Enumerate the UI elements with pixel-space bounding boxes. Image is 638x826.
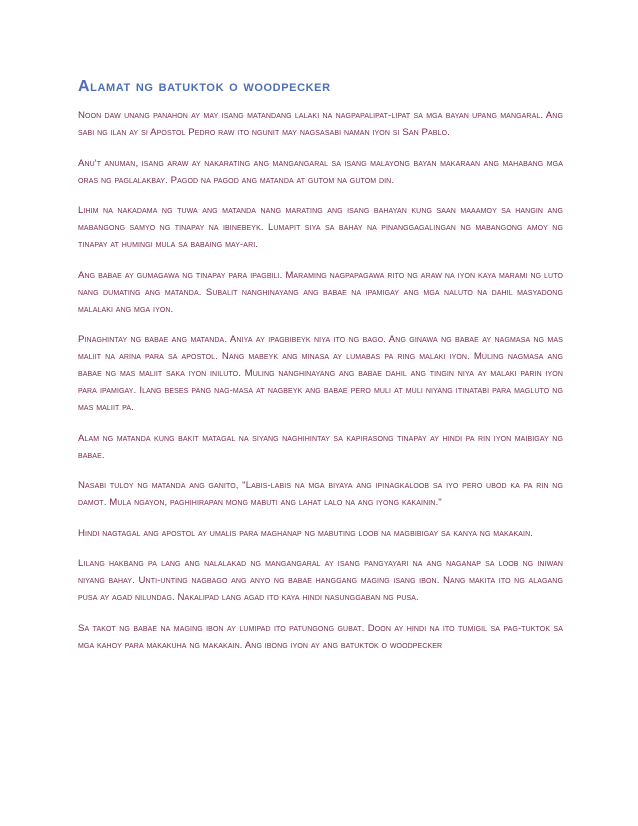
paragraph-3: Lihim na nakadama ng tuwa ang matanda nang marating ang isang bahayan kung saan maaamoy sa hangin ang mabangong samyo ng tinapay na ibinebeyk. Lumapit siya sa bahay na pinanggagalingan ng mabangong amoy ng tinapay at humingi mula sa babaing may-ari. [78, 205, 563, 250]
paragraph-4: Ang babae ay gumagawa ng tinapay para ipagbili. Maraming nagpapagawa rito ng araw na iyon kaya marami ng luto nang dumating ang matanda. Subalit nanghinayang ang babae na ipamigay ang mga naluto na dahil masyadong malalaki ang mga iyon. [78, 269, 563, 315]
page-title: Alamat ng batuktok o woodpecker [78, 78, 331, 95]
paragraph-9: Lilang hakbang pa lang ang nalalakad ng mangangaral ay isang pangyayari na ang naganap sa loob ng iniwan niyang bahay. Unti-unting nagbago ang anyo ng babae hanggang maging isang ibon. Nang makita ito ng alagang pusa ay agad nilundag. Nakalipad lang agad ito kaya hindi nasunggaban ng pusa. [78, 558, 563, 603]
paragraph-8: Hindi nagtagal ang apostol ay umalis para maghanap ng mabuting loob na magbibigay sa kanya ng makakain. [78, 527, 534, 539]
document-page [78, 76, 563, 667]
paragraph-7: Nasabi tuloy ng matanda ang ganito, "Labis-labis na mga biyaya ang ipinagkaloob sa iyo pero ubod ka pa rin ng damot. Mula ngayon, paghihirapan mong mabuti ang lahat lalo na ang iyong kakainin." [78, 480, 563, 508]
paragraph-6: Alam ng matanda kung bakit matagal na siyang naghihintay sa kapirasong tinapay ay hindi pa rin iyon maibigay ng babae. [78, 432, 563, 461]
paragraph-5: Pinaghintay ng babae ang matanda. Aniya ay ipagbibeyk niya ito ng bago. Ang ginawa ng babae ay nagmasa ng mas maliit na arina para sa apostol. Nang mabeyk ang minasa ay lumabas pa ring malaki iyon. Muling nagmasa ang babae ng mas maliit saka iyon iniluto. Muling nanghinayang ang babae dahil ang tingin niya ay malaki parin iyon para ipamigay. Ilang beses pang nag-masa at nagbeyk ang babae pero muli at muli niyang itinatabi para magluto ng mas maliit pa. [78, 334, 563, 413]
paragraph-2: Anu't anuman, isang araw ay nakarating ang mangangaral sa isang malayong bayan makaraan ang mahabang mga oras ng paglalakbay. Pagod na pagod ang matanda at gutom na gutom din. [78, 157, 563, 186]
paragraph-10: Sa takot ng babae na maging ibon ay lumipad ito patungong gubat. Doon ay hindi na ito tumigil sa pag-tuktok sa mga kahoy para makakuha ng makakain. Ang ibong iyon ay ang batuktok o woodpecker [78, 622, 563, 651]
paragraph-1: Noon daw unang panahon ay may isang matandang lalaki na nagpapalipat-lipat sa mga bayan upang mangaral. Ang sabi ng ilan ay si Apostol Pedro raw ito ngunit may nagsasabi naman iyon si San Pablo. [78, 110, 563, 138]
